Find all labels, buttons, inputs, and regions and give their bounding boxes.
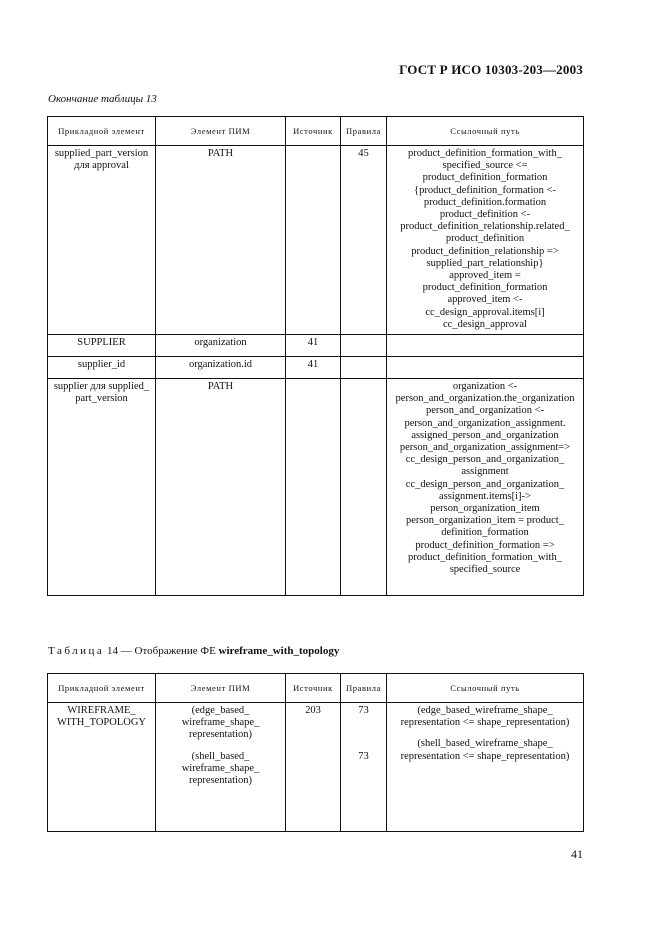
rules-cell — [341, 357, 387, 379]
source-cell — [286, 379, 341, 596]
rules-cell — [341, 703, 387, 832]
ref-path-line: assignment.items[i]-> — [439, 490, 531, 502]
ref-path-cell — [387, 379, 584, 596]
table-row — [48, 146, 584, 335]
ref-path-line: supplied_part_relationship} — [426, 257, 544, 269]
ref-path-line: organization <- — [452, 381, 518, 392]
ref-path-line: approved_item <- — [447, 294, 523, 306]
table-header-row — [48, 117, 584, 146]
table-header-row — [48, 674, 584, 703]
ref-path-line: person_organization_item — [430, 503, 540, 515]
ref-path-line: {product_definition_formation <- — [414, 184, 556, 196]
ref-path-line: person_and_organization <- — [426, 405, 544, 417]
ref-path-line: assignment — [461, 466, 509, 478]
table-14-caption — [48, 645, 339, 657]
pim-element-cell: organization.id — [156, 357, 286, 379]
ref-path-entry: (shell_based_wireframe_shape_ representation <= shape_representation) — [400, 738, 570, 762]
pim-element-cell: organization — [156, 335, 286, 357]
app-element-cell: supplied_part_version для approval — [48, 146, 156, 335]
ref-path-line: product_definition <- — [439, 209, 531, 221]
rules-entry: 73 — [358, 705, 369, 716]
table-14-caption-number: 14 — [107, 645, 119, 657]
source-cell: 41 — [286, 335, 341, 357]
rules-cell — [341, 379, 387, 596]
ref-path-line: product_definition.formation — [423, 196, 547, 208]
pim-element-entry: (edge_based_ wireframe_shape_ representation) — [181, 705, 260, 741]
table-row — [48, 703, 584, 832]
rules-entry: 73 — [358, 750, 369, 762]
document-header: ГОСТ Р ИСО 10303-203—2003 — [399, 62, 583, 77]
ref-path-line: person_and_organization_assignment=> — [399, 442, 571, 454]
table-row — [48, 357, 584, 379]
table-13-caption: Окончание таблицы 13 — [48, 93, 157, 105]
ref-path-line: assigned_person_and_organization — [411, 429, 559, 441]
ref-path-cell — [387, 357, 584, 379]
pim-element-cell: PATH — [156, 146, 286, 335]
ref-path-line: person_and_organization_assignment. — [404, 417, 566, 429]
pim-element-entry: (shell_based_ wireframe_shape_ representation) — [181, 750, 260, 787]
table-14 — [47, 673, 584, 832]
ref-path-entry: (edge_based_wireframe_shape_ representation <= shape_representation) — [400, 705, 570, 729]
table-row — [48, 335, 584, 357]
ref-path-line: specified_source <= — [442, 160, 528, 172]
page-number: 41 — [571, 847, 583, 861]
column-header-source: Источник — [286, 674, 341, 703]
ref-path-cell — [387, 703, 584, 832]
ref-path-cell — [387, 146, 584, 335]
ref-path-line: definition_formation — [441, 527, 529, 539]
ref-path-cell — [387, 335, 584, 357]
ref-path-line: approved_item = — [449, 270, 521, 282]
column-header-rules: Правила — [341, 674, 387, 703]
ref-path-line: product_definition_relationship => — [411, 245, 559, 257]
table-row — [48, 379, 584, 596]
ref-path-line: product_definition_formation => — [415, 539, 555, 551]
ref-path-line: person_and_organization.the_organization — [395, 393, 575, 405]
column-header-rules: Правила — [341, 117, 387, 146]
ref-path-line: product_definition — [445, 233, 525, 245]
ref-path-line: product_definition_formation_with_ — [408, 551, 562, 563]
ref-path-line: specified_source — [449, 564, 521, 576]
ref-path-line: cc_design_approval — [443, 318, 527, 330]
source-cell — [286, 146, 341, 335]
ref-path-line: product_definition_relationship.related_ — [400, 221, 570, 233]
column-header-app-element: Прикладной элемент — [48, 117, 156, 146]
ref-path-line: product_definition_formation_with_ — [408, 148, 562, 159]
pim-element-cell — [156, 703, 286, 832]
table-14-caption-text: — Отображение ФЕ — [118, 645, 219, 657]
app-element-cell: supplier_id — [48, 357, 156, 379]
ref-path-line: person_organization_item = product_ — [406, 515, 564, 527]
app-element-cell: WIREFRAME_ WITH_TOPOLOGY — [48, 703, 156, 832]
ref-path-line: cc_design_person_and_organization_ — [405, 454, 565, 466]
app-element-cell: SUPPLIER — [48, 335, 156, 357]
rules-cell — [341, 335, 387, 357]
source-cell: 41 — [286, 357, 341, 379]
rules-cell: 45 — [341, 146, 387, 335]
column-header-ref-path: Ссылочный путь — [387, 674, 584, 703]
source-cell: 203 — [286, 703, 341, 832]
ref-path-line: cc_design_person_and_organization_ — [405, 478, 565, 490]
pim-element-cell: PATH — [156, 379, 286, 596]
column-header-app-element: Прикладной элемент — [48, 674, 156, 703]
table-13 — [47, 116, 584, 596]
ref-path-line: cc_design_approval.items[i] — [425, 306, 545, 318]
column-header-pim-element: Элемент ПИМ — [156, 117, 286, 146]
column-header-ref-path: Ссылочный путь — [387, 117, 584, 146]
ref-path-line: product_definition_formation — [422, 282, 548, 294]
column-header-pim-element: Элемент ПИМ — [156, 674, 286, 703]
table-14-caption-entity: wireframe_with_topology — [218, 645, 340, 657]
column-header-source: Источник — [286, 117, 341, 146]
ref-path-line: product_definition_formation — [422, 172, 548, 184]
table-14-caption-prefix: Таблица — [48, 645, 105, 657]
app-element-cell: supplier для supplied_ part_version — [48, 379, 156, 596]
